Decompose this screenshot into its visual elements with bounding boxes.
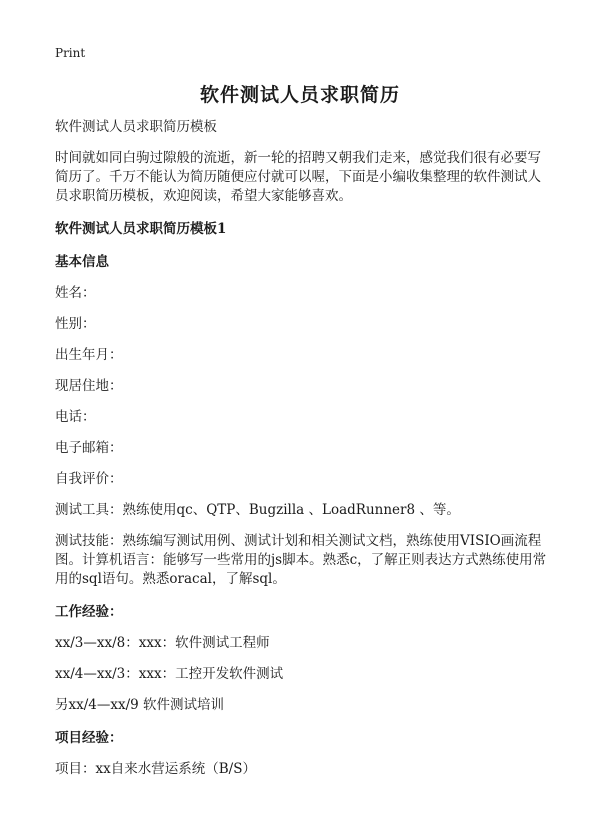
test-tools: 测试工具：熟练使用qc、QTP、Bugzilla 、LoadRunner8 、等。 <box>55 502 460 518</box>
field-email: 电子邮箱： <box>55 440 123 456</box>
project-experience-heading: 项目经验： <box>55 730 123 746</box>
print-label: Print <box>55 46 86 60</box>
document-body <box>55 118 553 779</box>
intro-paragraph: 时间就如同白驹过隙般的流逝，新一轮的招聘又朝我们走来，感觉我们很有必要写简历了。千万不能认为简历随便应付就可以喔，下面是小编收集整理的软件测试人员求职简历模板，欢迎阅读，希望大家能够喜欢。 <box>55 150 541 204</box>
field-self-evaluation: 自我评价： <box>55 471 123 487</box>
template-heading: 软件测试人员求职简历模板1 <box>55 221 227 237</box>
subtitle: 软件测试人员求职简历模板 <box>55 119 217 135</box>
basic-info-heading: 基本信息 <box>55 254 109 270</box>
field-gender: 性别： <box>55 316 96 332</box>
work-experience-heading: 工作经验： <box>55 604 123 620</box>
field-birth: 出生年月： <box>55 347 123 363</box>
field-residence: 现居住地： <box>55 378 123 394</box>
work-item: 另xx/4—xx/9 软件测试培训 <box>55 697 225 713</box>
field-phone: 电话： <box>55 409 96 425</box>
test-skills: 测试技能：熟练编写测试用例、测试计划和相关测试文档，熟练使用VISIO画流程图。计算机语言：能够写一些常用的js脚本。熟悉c，了解正则表达方式熟练使用常用的sql语句。熟悉oracal，了解sql。 <box>55 533 547 587</box>
work-item: xx/4—xx/3：xxx：工控开发软件测试 <box>55 666 284 682</box>
project-item: 项目：xx自来水营运系统（B/S） <box>55 761 256 777</box>
work-item: xx/3—xx/8：xxx：软件测试工程师 <box>55 635 270 651</box>
page-title: 软件测试人员求职简历 <box>199 84 400 106</box>
field-name: 姓名： <box>55 285 96 301</box>
